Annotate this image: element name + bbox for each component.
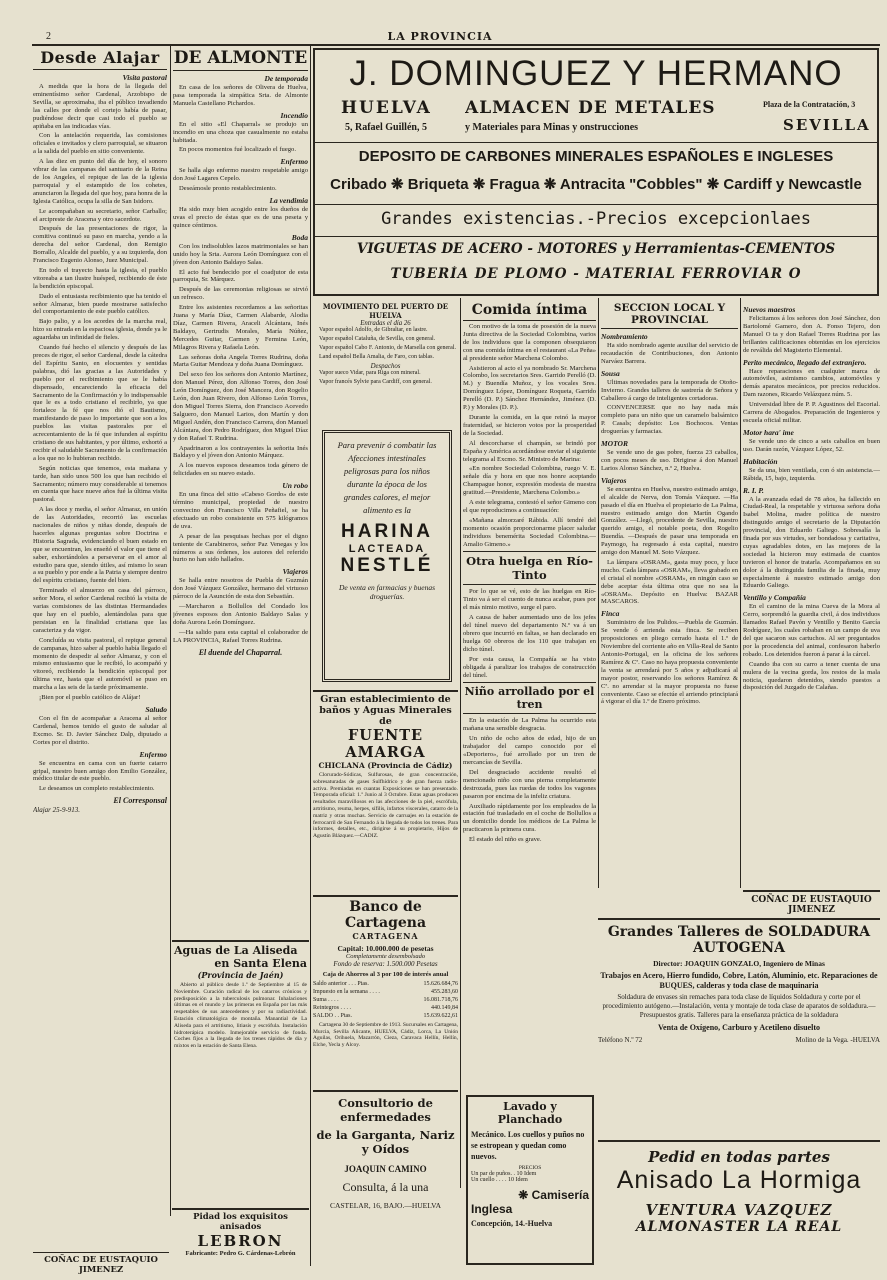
dateline: Alajar 25-9-913. (33, 806, 81, 815)
ad-address: 5, Rafael Guillén, 5 (345, 122, 427, 133)
section-title: MOVIMIENTO DEL PUERTO DE HUELVA (322, 302, 449, 320)
paragraph: La lámpara «OSRAM», gasta muy poco, y luce mucho. Cada lámpara «OSRAM», lleva grabado en el cristal el nombre «OSRAM», en ningún caso se debe aceptar ésta última otra que no sea la «OSRAM». Depósito en Huelva: BAZAR MASCAROS. (601, 558, 738, 606)
ad-aliseda (172, 940, 309, 1190)
ad-address: Concepción, 14.-Huelva (471, 1219, 553, 1228)
ad-brand: Anisado La Hormiga (616, 1166, 862, 1194)
article-title: Desde Alajar (33, 48, 167, 70)
paragraph: A causa de haber aumentado uno de los jefes del túnel nuevo del departamento N.º va á un obrero que incurrió en faltas, se han declarado en huelga 60 obreros de los 110 que trabajan en dicho túnel. (463, 614, 596, 653)
ad-subheading: y Materiales para Minas y onstrucciones (465, 122, 639, 133)
ad-company-name: J. DOMINGUEZ Y HERMANO (349, 54, 843, 93)
paragraph: Le acompañaban su secretario, señor Carballo; el arcipreste de Aracena y otro sacerdote. (33, 207, 167, 223)
ledger-value: 455.283,60 (431, 989, 458, 995)
paragraph: Apadrinaron a los contrayentes la señorita Inés Baldayo y el jóven don Antonio Márquez. (173, 444, 308, 460)
ad-subtitle: (Provincia de Jaén) (197, 970, 284, 980)
paragraph: Land español Bella Amalia, de Faro, con tablas. (319, 354, 434, 360)
ad-intro: Para prevenir ó combatir las Afecciones intestinales peligrosas para los niños durante la época de los grandes calores, el mejor alimento es la (337, 440, 437, 515)
ad-name: VENTURA VAZQUEZ (645, 1201, 833, 1219)
column-6 (743, 302, 880, 890)
ad-line: Pedid en todas partes (648, 1148, 830, 1166)
paragraph: Con el fin de acompañar a Aracena al señor Cardenal, hemos tenido el gusto de saludar al Excmo. Sr. D. Javier Sánchez Dalp, diputado a Cortes por el distrito. (33, 714, 167, 746)
ledger-value: 440.149,84 (431, 1005, 458, 1011)
ad-brand: FUENTE AMARGA (345, 727, 426, 761)
paragraph: Del desgraciado accidente resultó el mencionado niño con una pierna completamente destrozada, pues las ruedas de todos los vagones pasaron por encima de la infeliz criatura. (463, 768, 596, 800)
paragraph: Las señoras doña Angela Torres Rudrina, doña Marta Guitar Mendoza y doña Juana Domínguez. (173, 353, 308, 369)
paragraph: A las doce y media, el señor Almaraz, en unión de las Autoridades, recorrió las escuelas nacionales de niños y niñas donde, después de hacerles algunas preguntas sobre Doctrina e Historia Sagrada, evidenciando el buen estado en que se encuentran, les enseñó el valor que tiene el saber, exhortándoles a perseverar en el amor al estudio para que, siendo útiles, así mismo lo sean a su pueblo y por ende a la Patria y siempre dentro del espíritu cristiano, fuente del bien. (33, 506, 167, 585)
ledger-label: SALDO . . Ptas. (313, 1013, 353, 1019)
price-line: Un cuello . . . . 10 Idem (471, 1177, 528, 1183)
subheading: Entradas el día 26 (360, 320, 411, 327)
article-title: Comida íntima (463, 302, 596, 321)
paragraph: «Mañana almorzaré Rábida. Allí tendré del momento ocasión proporcionarme placer saludar individuos benemérita Sociedad Colombina.—Amalio Gimeno.» (463, 516, 596, 548)
ad-brand: LEBRON (197, 1232, 284, 1250)
paragraph: CONVENCERSE que no hay nada más completo para un niño que un caramelo balsámico P. Casals; depósito: Los Bochocos. Ventas droguerías y farmacias. (601, 404, 738, 436)
paragraph: Hace reparaciones en cualquier marca de automóviles, asimismo cambios, automóviles y demás aparatos mecánicos, por precios reducidos. Dam razones, Ricardo Velázquez núm. 5. (743, 367, 880, 399)
paragraph: Cuando fué hecho el silencio y después de las preces de rigor, el señor Cardenal, desde la cátedra del Espíritu Santo, en elocuentes y sentidas palabras, dió las gracias a las Autoridades y pueblo por el recibimiento que se le había dispensado, encareciendo la eficacia del Sacramento de la Confirmación y lo indispensable que le es a todo cristiano el recibirlo, ya que fortalece la fé que nos dió el Bautismo, manifestando de paso lo importante que son a los pueblos las visitas pastorales por el acrecentamiento de la fé que infunden al espíritu cristiano de sus habitantes, y por último, exhortó a recibir el saludable Sacramento de la confirmación a los que no lo hubieran recibido. (33, 344, 167, 462)
paragraph: Después de las presentaciones de rigor, la comitiva continuó su paso en marcha, yendo a la derecha del señor Cardenal, don Remigio Borrallo, Alcalde del pueblo, y a su izquierda, don Francisco Eugenio Alonso, Juez Municipal. (33, 225, 167, 265)
paragraph: Terminado el almuerzo en casa del párroco, señor Mora, el señor Cardenal recibió la visita de varias comisiones de las distintas Hermandades que hay en el pueblo, alentándolas para que persistan en la finalidad cristiana que las caracteriza y da vigor. (33, 587, 167, 634)
ad-city: HUELVA (341, 98, 432, 118)
ad-line: Venta de Oxígeno, Carburo y Acetileno disuelto (657, 1023, 820, 1032)
column-almonte (173, 48, 308, 928)
ad-line: VIGUETAS DE ACERO - MOTORES y Herramientas-CEMENTOS (356, 241, 836, 257)
bullet-icon: ❋ (518, 1188, 532, 1202)
ad-title: Aguas de La Aliseda (174, 944, 298, 957)
ad-consultorio (313, 1090, 458, 1266)
paragraph: Por lo que se vé, esto de las huelgas en Río-Tinto va á ser el cuento de nunca acabar, pues por el más nimio motivo, surge el paro. (463, 588, 596, 612)
ad-tagline: Grandes existencias.-Precios excepcionlaes (381, 209, 811, 229)
ad-phone: Teléfono N.º 72 (598, 1036, 643, 1044)
bullet-icon: ❋ (472, 176, 490, 193)
ad-line: Caja de Ahorros al 3 por 100 de interés anual (322, 971, 449, 978)
ad-hormiga (598, 1140, 880, 1268)
paragraph: Vapor sueco Vidar, para Riga con mineral. (319, 370, 421, 376)
ad-lavado (466, 1095, 594, 1265)
product-item: Briqueta (407, 176, 469, 193)
ad-conac: COÑAC DE EUSTAQUIO JIMENEZ (33, 1252, 169, 1275)
paragraph: Durante la comida, en la que reinó la mayor fraternidad, se hicieron votos por la prosperidad de la Sociedad. (463, 413, 596, 437)
ad-brand: HARINA (341, 521, 433, 542)
section-heading: Enfermo (280, 157, 308, 167)
bullet-icon: ❋ (543, 176, 560, 193)
ledger-label: Reintegros . . . . (313, 1005, 351, 1011)
page-number: 2 (46, 31, 51, 42)
ledger-row (313, 980, 458, 988)
ad-address: Plaza de la Contratación, 3 (763, 100, 856, 109)
paragraph: A este telegrama, contestó el señor Gimeno con el que reproducimos a continuación: (463, 499, 596, 514)
ad-body: Soldadura de envases sin remaches para toda clase de líquidos Soldadura y corte por el procedimiento autógeno.—Instalación, venta y montaje de toda clase de aparatos de soldadura.—Presupuestos gratis. Talleres para la enseñanza práctica de la soldadura (602, 993, 876, 1019)
paragraph: Un niño de ocho años de edad, hijo de un trabajador del campo conocido por el «Deportero», fué arrollado por un tren de mercancías de Sevilla. (463, 735, 596, 766)
ad-soldadura (598, 918, 880, 1138)
paragraph: Después de las ceremonias religiosas se sirvió un refresco. (173, 286, 308, 302)
paragraph: En pocos momentos fué localizado el fuego. (179, 146, 297, 154)
ad-name: JOAQUIN CAMINO (344, 1164, 427, 1174)
ad-heading: de la Garganta, Nariz y Oídos (316, 1128, 455, 1156)
ad-footer: De venta en farmacias y buenas droguerías. (338, 583, 436, 601)
paragraph: Al descorcharse el champán, se brindó por España y América acordándose enviar el siguiente telegrama al Excmo. Sr. Ministro de Marina: (463, 439, 596, 463)
ad-city: SEVILLA (783, 116, 871, 134)
column-alajar (33, 48, 167, 1266)
paragraph: Se encuentra en Huelva, nuestro estimado amigo, el alcalde de Nerva, don Tomás Vázquez. —Ha pasado el día en Huelva el propietario de La Palma, nuestro estimado amigo don Martín Ogando González. —Llegó, procedente de Sevilla, nuestro querido amigo, el notable poeta, don Rogelio Buendía. —Después de pasar una temporada en Paymogo, ha regresado á esta capital, nuestro amigo don Manuel M. Soto Vázquez. (601, 485, 738, 557)
paragraph: En el sitio «El Chaparral» se produjo un incendio en una choza que casualmente no estaba habitada. (173, 120, 308, 144)
column-news-4 (463, 302, 596, 1202)
ad-line: TUBERÍA DE PLOMO - MATERIAL FERROVIAR O (390, 266, 802, 282)
ad-heading: Lavado y Planchado (497, 1100, 563, 1126)
ad-brand (471, 1188, 589, 1202)
section-heading: Enfermo (139, 749, 167, 759)
ad-heading: Grandes Talleres de SOLDADURA AUTOGENA (607, 924, 871, 956)
paragraph: Se encuentra en cama con un fuerte catarro gripal, nuestro buen amigo don Emilio González, médico titular de este pueblo. (33, 759, 167, 783)
ad-heading: Gran establecimiento de baños y Aguas Minerales de (319, 694, 452, 727)
bullet-icon: ❋ (706, 176, 724, 193)
article-title: Niño arrollado por el tren (463, 682, 596, 714)
ledger-row (313, 1004, 458, 1012)
paragraph: Cuando iba con su carro a tener cuenta de una mulera de la vecina gorda, los restos de la mala noticia, quedaron detenidos, siendo puestos a disposición del Juzgado de Calañas. (743, 660, 880, 692)
paragraph: Por esta causa, la Compañía se ha visto obligada á paralizar los trabajos de construcción del túnel. (463, 655, 596, 679)
section-heading: Perito mecánico, llegado del extranjero. (743, 357, 867, 367)
paragraph: En el camino de la mina Cueva de la Mora al Cerro, sorprendió la guardia civil, á dos individuos llamados Rafael Pavón y Ventillo y Benito García Rodríguez, los cuales robaban en un campo de uva del que sacaron sus cartuchos. Al ser preguntados por la procedencia del animal, confesaron haberlo robado. Los detenidos fueron á parar á la cárcel. (743, 603, 880, 658)
section-heading: Motor hara' ime (743, 427, 794, 437)
section-heading: R. I. P. (743, 485, 764, 495)
ad-subheading: CHICLANA (Provincia de Cádiz) (318, 761, 453, 770)
ad-brand: NESTLÉ (340, 555, 434, 576)
signature: El Corresponsal (113, 796, 167, 806)
ledger-label: Suma . . . . (313, 997, 339, 1003)
paragraph: Se vende uno de cinco a seis caballos en buen uso. Darán razón, Vázquez López, 52. (743, 437, 880, 453)
article-title: Otra huelga en Río-Tinto (463, 551, 596, 585)
price-line: Un par de puños. . 10 Idem (471, 1171, 537, 1177)
section-heading: Nombramiento (601, 332, 648, 341)
ad-body: Clorurado-Sódicas, Sulfurosas, de gran concentración, sobresaturadas de gases Sulfhídrico y de gran fuerza radio-activa. Premiadas en cuantas Exposiciones se han presentado. Temporada oficial: 1.º Junio al 3 Octubre. Estas aguas producen resultados maravillosos en las afecciones de la piel, escrófula, artritismo, reuma, herpes, sífilis, infartos viscerales, catarro de la matriz y otras muchas. Servicio de carruajes en la estación de ferrocarril de San Fernando á la llegada de todos los trenes. Para informes, detalles, etc., dirigirse á su propietario, Hijos de Agustín Blázquez.—CADIZ. (313, 772, 458, 840)
paragraph: Deseámosle pronto restablecimiento. (179, 185, 277, 193)
ledger-value: 15.639.622,61 (423, 1013, 458, 1019)
section-heading: Habitación (743, 456, 778, 466)
paragraph: Vapor francés Sylvie para Cardiff, con general. (319, 379, 432, 385)
paragraph: Auxiliado rápidamente por los empleados de la estación fué trasladado en el coche de Bollullos a un domicilio donde los médicos de La Palma le practicaron la primera cura. (463, 802, 596, 834)
paragraph: El estado del niño es grave. (469, 836, 542, 844)
ad-line: Consulta, á la una (342, 1180, 429, 1194)
paragraph: Se halla algo enfermo nuestro respetable amigo don José Lagares Cepelo. (173, 167, 308, 183)
section-heading: Ventillo y Compañía (743, 593, 806, 603)
ad-brand-text: Camisería (531, 1188, 589, 1202)
paragraph: Ha sido nombrado agente auxiliar del servicio de recaudación de Contribuciones, don Antonio Narváez Barrera. (601, 342, 738, 365)
ad-heading: DEPOSITO DE CARBONES MINERALES ESPAÑOLES E INGLESES (358, 148, 834, 165)
paragraph: A los nuevos esposos deseamos toda género de felicidades en su nuevo estado. (173, 462, 308, 478)
section-heading: De temporada (264, 74, 308, 83)
subheading: Despachos (370, 363, 401, 370)
ad-lebron (172, 1208, 309, 1268)
paragraph: Se da una, bien ventilada, con ó sin asistencia.—Rábida, 15, bajo, izquierda. (743, 466, 880, 482)
ad-body: Trabajos en Acero, Hierro fundido, Cobre, Latón, Aluminio, etc. Reparaciones de BUQUES, calderas y toda clase de maquinaria (600, 971, 878, 990)
ad-address: CASTELAR, 16, BAJO.—HUELVA (329, 1201, 442, 1210)
ad-line: Fabricante: Pedro G. Cárdenas-Lebrón (185, 1250, 296, 1257)
ad-heading: ALMACEN DE METALES (465, 98, 716, 118)
ad-line: Pidad los exquisitos anisados (193, 1212, 288, 1232)
ad-products (315, 175, 877, 193)
paragraph: En la estación de La Palma ha ocurrido esta mañana una sensible desgracia. (463, 717, 596, 733)
ad-line: Fondo de reserva: 1.500.000 Pesetas (333, 960, 438, 968)
ledger-value: 15.626.684,76 (423, 981, 458, 987)
ad-nestle (322, 430, 452, 682)
paragraph: Universidad libre de P. P. Agustinos del Escorial. Carrera de Abogados. Preparación de Ingenieros y escuela oficial militar. (743, 401, 880, 424)
section-heading: Incendio (280, 110, 308, 120)
ad-line: Director: JOAQUIN GONZALO, Ingeniero de Minas (653, 959, 825, 968)
paragraph: A medida que la hora de la llegada del eminentísimo señor Cardenal, Arzobispo de Sevilla, se aproximaba, iba el público invadiendo las calles por donde el cortejo había de pasar, pudiéndose decir que casi todo el pueblo se apiñaba en las indicadas vías. (33, 83, 167, 130)
signature: El duende del Chaparral. (198, 647, 283, 657)
masthead: LA PROVINCIA (387, 30, 493, 43)
paragraph: Vapor español Cabo F. Antonio, de Marsella con general. (319, 345, 456, 351)
bullet-icon: ❋ (391, 176, 408, 193)
ledger-table (313, 980, 458, 1020)
section-heading: Viajeros (601, 475, 627, 485)
section-heading: Nuevos maestros (743, 305, 796, 314)
paragraph: El acto fué bendecido por el coadjutor de esta parroquia, Sr. Márquez. (173, 268, 308, 284)
port-movement (313, 302, 458, 424)
column-local (601, 302, 738, 887)
section-title: SECCION LOCAL Y PROVINCIAL (601, 302, 738, 329)
ad-brand: LACTEADA (348, 543, 426, 555)
section-heading: Un robo (282, 481, 308, 491)
paragraph: Suministro de los Pulidos.—Puebla de Guzmán. Se vende ó arrienda esta finca. Se reciben proposiciones en pliego cerrado hasta el 1.º de Noviembre del corriente año en Villa-Real de Santo Antonio-Portugal, en la oficina de los señores Ramírez & Cª. Caso no haya propuesta conveniente la venta se arrendará por 5 años y adjudicará al mayor postor, reservando los señores Ramírez & Cª. no arrendar si la mayor propuesta no fuese conveniente. Caso se efectúe el arriendo principiará á vigorar el día 1.º de Enero próximo. (601, 619, 738, 706)
paragraph: Del sexo feo los señores don Antonio Martínez, don Manuel Pérez, don Alfonso Torres, don José León Domínguez, don José Mancera, don Rogelio León, don Juan Rivero, don Alfonso León Torres, don Miguel Torres Sierra, don Francisco Acevedo Salguero, don Manuel Larios, don Martín y don Miguel Andén, don Francisco Carrera, don Manuel Alcántara, don Pedro Rodríguez, don Miguel Díaz y don Rafael T. Rudrina. (173, 371, 308, 442)
paragraph: En todo el trayecto hasta la iglesia, el pueblo vitoreaba a tan ilustre huésped, recibiendo de éste la bendición episcopal. (33, 266, 167, 290)
paragraph: Asistieron al acto el ya nombrado Sr. Marchena Colombo, los secretarios Sres. Garrido Perelló (D. M.) y Buendía Muñoz, y los vocales Sres. Domínguez López, Domínguez Roqueta, Garrido Perelló (D. P.) Sánchez Hernández, Jiménez (D. P.) y Morales (D. P.). (463, 364, 596, 412)
ad-address: Molino de la Vega. -HUELVA (795, 1036, 880, 1044)
ledger-label: Saldo anterior . . . Ptas. (313, 981, 369, 987)
ad-heading: Consultorio de enfermedades (338, 1096, 433, 1124)
paragraph: «En nombre Sociedad Colombina, ruego V. E. señale día y hora en que nos honre aceptando Champague honor, expresión modesta de nuestra gratitud.—Presidente, Marchena Colombo.» (463, 465, 596, 497)
ad-subheading: PRECIOS (518, 1165, 542, 1171)
paragraph: Ultimas novedades para la temporada de Otoño-Invierno. Grandes talleres de sastrería de Señora y Caballero á cargo de inteligentes cortadoras. (601, 378, 738, 402)
paragraph: Con motivo de la toma de posesión de la nueva Junta directiva de la Sociedad Colombina, varios de los individuos que la componen obsequiaron con una comida íntima en el restaurant «La Peña» al presidente señor Marchena Colombo. (463, 323, 596, 362)
ad-heading: Banco de Cartagena (344, 899, 427, 931)
article-title: DE ALMONTE (173, 48, 308, 71)
paragraph: —Ha salido para esta capital el colaborador de LA PROVINCIA, Rafael Torres Rudrina. (173, 628, 308, 644)
ad-line: Completamente desembolsado (345, 953, 426, 960)
paragraph: Bajo palio, y a los acordes de la marcha real, hizo su entrada en la espaciosa iglesia, donde ya le aguardaba un infinidad de fieles. (33, 318, 167, 342)
paragraph: En una finca del sitio «Cabeso Gordo» de este término municipal, propiedad de nuestro convecino don Francisco Villa Peñafiel, se ha efectuado un robo consistente en 575 kilógramos de uva. (173, 491, 308, 530)
paragraph: Con los indisolubles lazos matrimoniales se han unido hoy la Srta. Aurora León Domínguez con el jóven don Antonio Baldayo Salas. (173, 242, 308, 266)
section-heading: Boda (291, 232, 308, 242)
paragraph: Concluída su visita pastoral, el repique general de campanas, hizo saber al pueblo había llegado el momento de despedir al señor Almaraz, y con el mismo entusiasmo que le recibió, lo acompañó y vitoreó, recibiendo la bendición episcopal por última vez, hasta que el automóvil se puso en marcha a las seis de la tarde próximamente. (33, 636, 167, 692)
ad-conac: COÑAC DE EUSTAQUIO JIMENEZ (743, 890, 880, 920)
section-heading: Saludo (145, 704, 167, 714)
ledger-value: 16.081.718,76 (423, 997, 458, 1003)
paragraph: A la avanzada edad de 78 años, ha fallecido en Ciudad-Real, la respetable y virtuosa señora doña Isabel Molina, madre política de nuestro distinguido amigo el secretario de la Diputación provincial, don Eduardo Galiego. Sobresalía la finada por sus virtudes, ser bondadosa y caritativa, cuyas agradables dotes, en las mejores de la sociedad la hicieron muy estimada de cuantos tuvieron el honor de tratarla. Acompañamos en su dolor á la distinguida familia de la finada, muy especialmente á nuestro estimado amigo don Eduardo Galiego. (743, 495, 880, 590)
paragraph: Dado el entusiasta recibimiento que ha tenido el señor Almaraz, bien puede mostrarse satisfecho del comportamiento de este pueblo católico. (33, 292, 167, 316)
ad-dominguez (313, 48, 879, 296)
section-heading: Visita pastoral (122, 73, 167, 82)
paragraph: Según noticias que tenemos, esta mañana y tarde, han sido unos 500 los que han recibido el Sacramento; número muy considerable si tenemos en cuenta que hace nueve años fué la última visita pastoral. (33, 464, 167, 504)
ad-body: Mecánico. Los cuellos y puños no se estropean y quedan como nuevos. (471, 1130, 585, 1161)
paragraph: A pesar de las pesquisas hechas por el digno teniente de Carabineros, señor Paz Venegas y los números a sus órdenes, los autores del referido hurto no han sido hallados. (173, 532, 308, 564)
ad-fuente-amarga (313, 690, 458, 890)
ad-contact-row (598, 1036, 880, 1044)
section-heading: MOTOR (601, 439, 628, 449)
ad-body: Abierto al público desde 1.º de Septiembre al 15 de Noviembre. Curación radical de los catarros crónicos y predisposición a la tuberculosis pulmonar. Inhalaciones últimas en el mundo y las primeras en España por las más respetables de sus antecedentes y por su radiactividad. Estación climatológica de montaña. Manantial de La Aliseda para el artritismo, litiasis y escrófula. Instalación hidroterápica modelo. Inmejorable servicio de fonda. Coches fijos a la llegada de los trenes rápidos de día y mixtos en la estación de Santa Elena. (174, 982, 307, 1050)
section-heading: Viajeros (282, 567, 308, 577)
paragraph: Le deseamos un completo restablecimiento. (39, 785, 155, 793)
product-item: Antracita "Cobbles" (559, 176, 703, 193)
ledger-label: Impuesto en la semana . . . . (313, 989, 380, 995)
paragraph: Vapor español Cataluña, de Sevilla, con general. (319, 336, 436, 342)
ledger-row (313, 988, 458, 996)
paragraph: Se halla entre nosotros de Puebla de Guzmán don José Vázquez González, hermano del virtuoso párroco de la Asunción de esta don Sebastián. (173, 577, 308, 601)
ad-brand: Inglesa (471, 1202, 513, 1216)
paragraph: Felicitamos á los señores don José Sánchez, don Bartolomé Gamero, don A. Fonso Tejero, don Manuel O ta y don Rafael Torres Rudrina por las brillantes calificaciones obtenidas en los ejercicios de reválida del Magisterio Elemental. (743, 315, 880, 354)
ledger-row (313, 1012, 458, 1020)
section-heading: Sousa (601, 368, 620, 378)
ad-address: ALMONASTER LA REAL (635, 1219, 843, 1235)
ad-city: CARTAGENA (352, 931, 419, 941)
ad-line: Capital: 10.000.000 de pesetas (337, 944, 434, 953)
paragraph: Vapor español Adolfo, de Gibraltar, en lastre. (319, 327, 428, 333)
ad-body: Cartagena 30 de Septiembre de 1913. Sucursales en Cartagena, Murcia, Sevilla Alicante, HUELVA, Cádiz, Lorca, La Unión Aguilas, Orihuela, Mazarrón, Cieza, Caravaca Hellín, Hellín, Elche, Yecla y Alcoy. (313, 1022, 458, 1048)
product-item: Cribado (330, 176, 387, 193)
paragraph: ¡Bien por el pueblo católico de Alájar! (39, 694, 141, 702)
paragraph: —Marcharon a Bollullos del Condado los jóvenes esposos don Antonio Baldayo Salas y doña Aurora León Domínguez. (173, 603, 308, 626)
ad-banco-cartagena (313, 895, 458, 1085)
section-heading: La vendimia (269, 196, 308, 206)
product-item: Cardiff y Newcastle (723, 176, 862, 193)
paragraph: Con la antelación requerida, las comisiones oficiales e invitados y clero parroquial, se situaron a la salida del pueblo en sitio conveniente. (33, 132, 167, 156)
paragraph: A las diez en punto del día de hoy, el sonoro vibrar de las campanas del santuario de la Reina de los Angeles, el repique de las de la iglesia parroquial y el estampido de los cohetes, anunciaron la llegada del que hoy, para honra de la Iglesia Católica, ocupa la silla de San Isidoro. (33, 158, 167, 205)
product-item: Fragua (489, 176, 540, 193)
ledger-row (313, 996, 458, 1004)
paragraph: En casa de los señores de Olivera de Huelva, pasa temporada la simpática Srta. de Almonte Manuela Castellano Pichardos. (173, 84, 308, 107)
section-heading: Finca (601, 609, 620, 619)
paragraph: Entre los asistentes recordamos a las señoritas Juana y María Díaz, Carmen Alabarde, Alodia Díaz, Carmen Rivera, Araceli Alcántara, Inés Baldayo, Gertrudis Morales, María Núñez, Mercedes Guitar, Carmen y Fermina León, Milagros Rivera y Rafaela León. (173, 304, 308, 351)
paragraph: Se vende uno de gas pobre, fuerza 23 caballos, con pocos meses de uso. Dirigirse á don Manuel Larios Alonso Sánchez, n.º 2, Huelva. (601, 449, 738, 472)
paragraph: Ha sido muy bien acogido entre los dueños de uvas el precio de éstas que es de una peseta y quince céntimos. (173, 206, 308, 229)
ad-title: en Santa Elena (214, 957, 307, 970)
